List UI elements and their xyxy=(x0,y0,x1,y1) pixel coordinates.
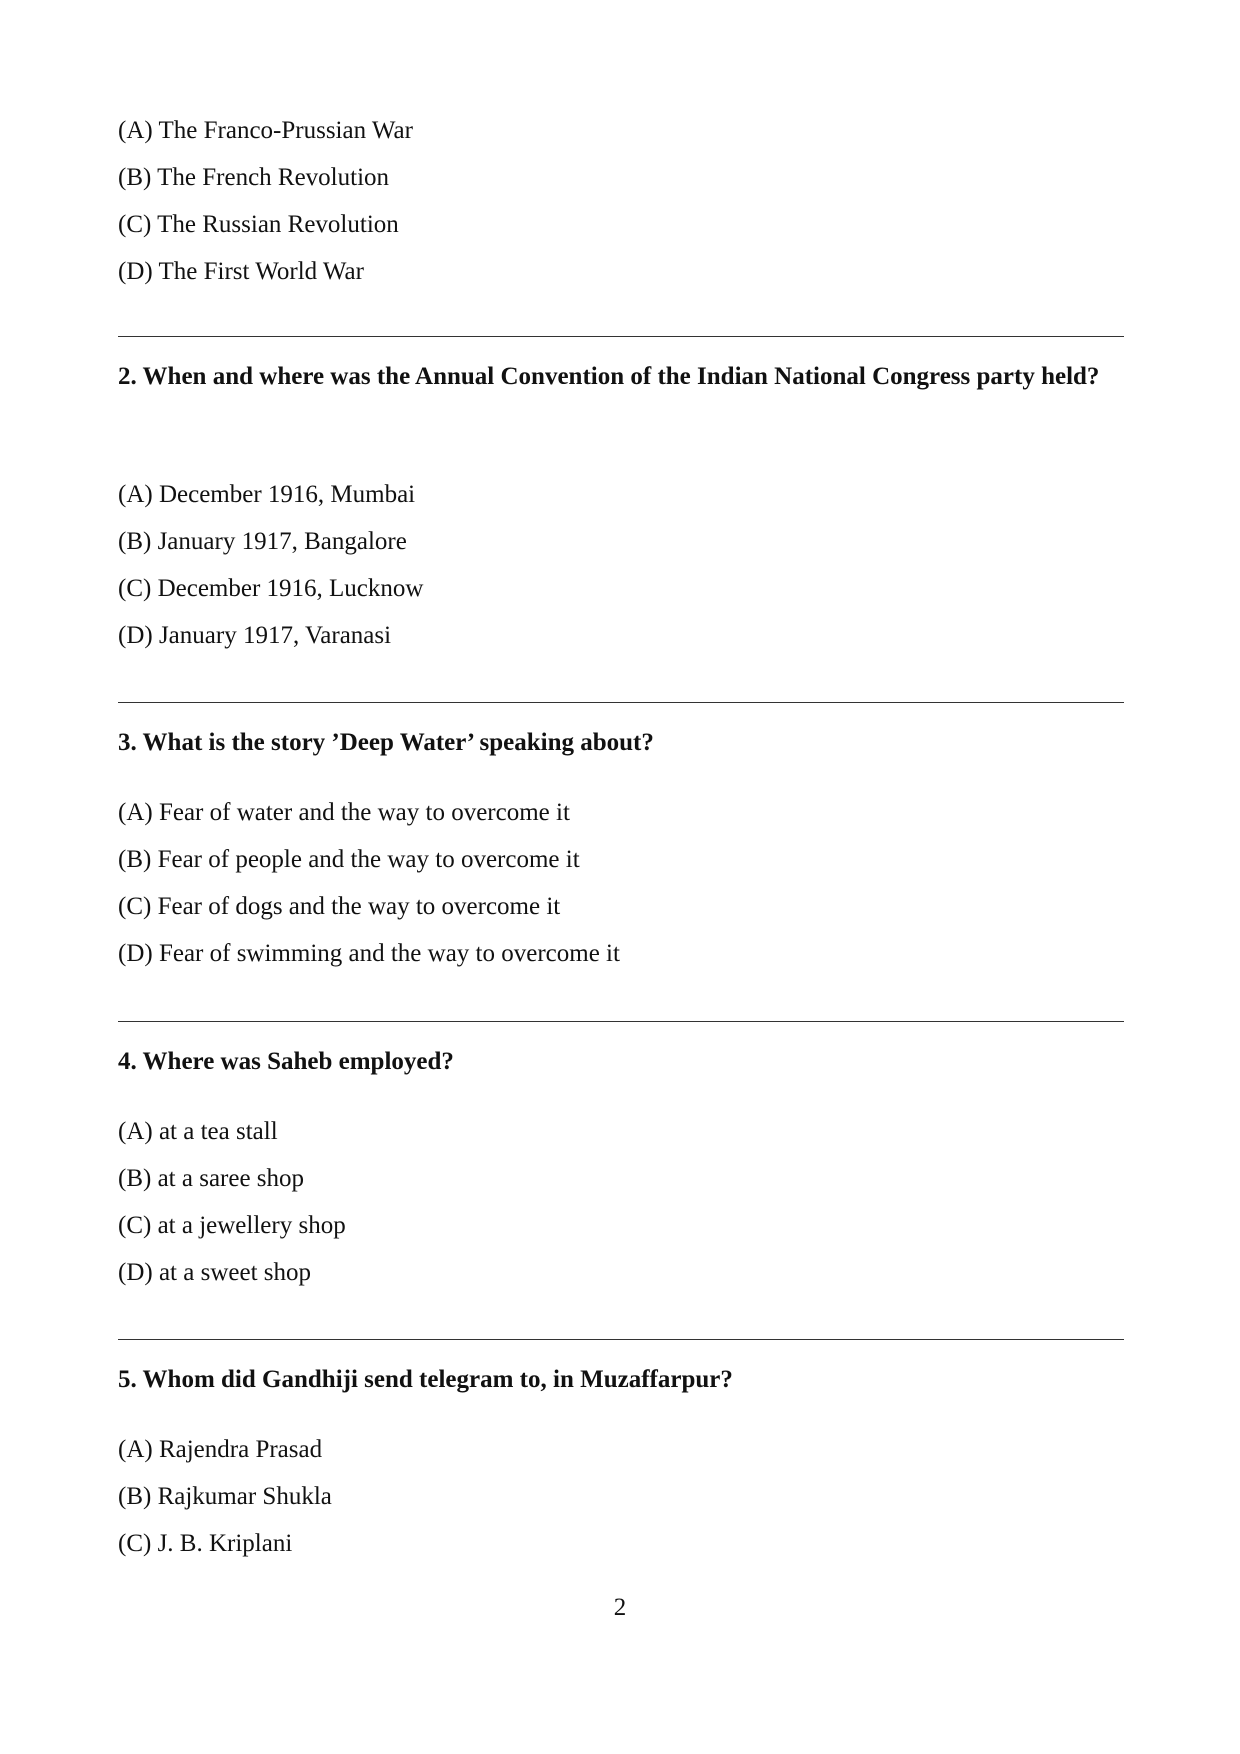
option-d: (D) January 1917, Varanasi xyxy=(118,622,392,649)
question-3-text: 3. What is the story ’Deep Water’ speaking about? xyxy=(118,729,654,756)
option-c: (C) December 1916, Lucknow xyxy=(118,575,424,602)
option-a: (A) Fear of water and the way to overcome it xyxy=(118,799,570,826)
option-d: (D) Fear of swimming and the way to overcome it xyxy=(118,940,620,967)
option-d: (D) at a sweet shop xyxy=(118,1259,311,1286)
divider xyxy=(118,336,1124,337)
question-1-options xyxy=(118,107,413,295)
question-5-options xyxy=(118,1426,332,1567)
option-c: (C) The Russian Revolution xyxy=(118,211,399,238)
option-b: (B) The French Revolution xyxy=(118,164,390,191)
question-4-options xyxy=(118,1108,346,1296)
option-b: (B) January 1917, Bangalore xyxy=(118,528,407,555)
question-3-options xyxy=(118,789,620,977)
question-2-text: 2. When and where was the Annual Convention of the Indian National Congress party held? xyxy=(118,363,1100,390)
option-a: (A) December 1916, Mumbai xyxy=(118,481,416,508)
divider xyxy=(118,702,1124,703)
option-a: (A) at a tea stall xyxy=(118,1118,278,1145)
question-4-text: 4. Where was Saheb employed? xyxy=(118,1048,454,1075)
divider xyxy=(118,1021,1124,1022)
option-d: (D) The First World War xyxy=(118,258,364,285)
option-c: (C) Fear of dogs and the way to overcome it xyxy=(118,893,561,920)
option-b: (B) Rajkumar Shukla xyxy=(118,1483,332,1510)
option-c: (C) J. B. Kriplani xyxy=(118,1530,293,1557)
option-b: (B) Fear of people and the way to overcome it xyxy=(118,846,580,873)
option-c: (C) at a jewellery shop xyxy=(118,1212,346,1239)
question-2-options xyxy=(118,471,423,659)
option-a: (A) Rajendra Prasad xyxy=(118,1436,323,1463)
page-number: 2 xyxy=(613,1594,627,1621)
divider xyxy=(118,1339,1124,1340)
question-5-text: 5. Whom did Gandhiji send telegram to, in Muzaffarpur? xyxy=(118,1366,733,1393)
option-b: (B) at a saree shop xyxy=(118,1165,305,1192)
option-a: (A) The Franco-Prussian War xyxy=(118,117,413,144)
